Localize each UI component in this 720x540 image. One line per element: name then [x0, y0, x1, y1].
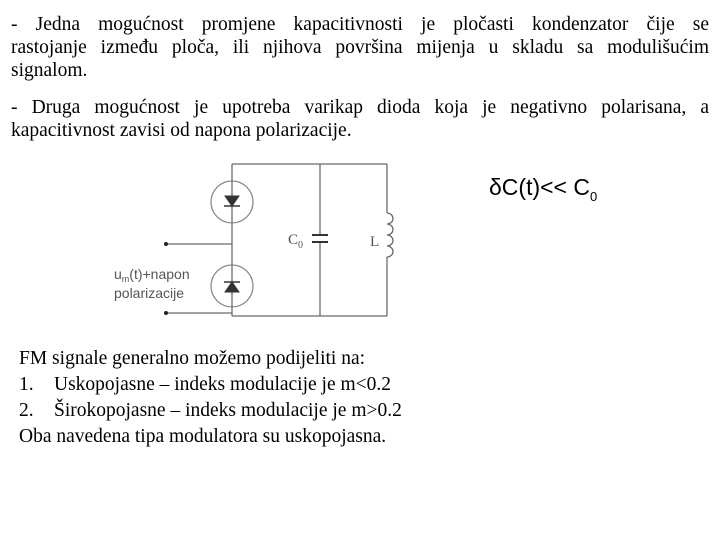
- source-label-line2: polarizacije: [114, 285, 185, 301]
- paragraph-line: kapacitivnost zavisi od napona polarizacije.: [11, 120, 352, 141]
- list-item-number: 1.: [19, 374, 34, 395]
- circuit-wires: [166, 164, 387, 316]
- formula-subscript: 0: [589, 189, 598, 204]
- paragraph-line: rastojanje između ploča, ili njihova površina mijenja u skladu sa modulišućim: [11, 37, 709, 58]
- formula-main: δC(t)<< C: [489, 174, 590, 200]
- inductor-l: [387, 213, 393, 257]
- paragraph-line: - Jedna mogućnost promjene kapacitivnosti je pločasti kondenzator čije se: [11, 14, 709, 35]
- list-item: [19, 398, 402, 424]
- source-label: $u_m(t)+napon$: [114, 266, 190, 284]
- fm-intro: FM signale generalno možemo podijeliti na:: [19, 348, 366, 369]
- paragraph-capacitor: [11, 13, 709, 82]
- terminal-lower: [164, 311, 168, 315]
- list-item-text: Uskopojasne – indeks modulacije je m<0.2: [54, 374, 392, 395]
- list-item-text: Širokopojasne – indeks modulacije je m>0.2: [54, 400, 402, 421]
- paragraph-line: - Druga mogućnost je upotreba varikap dioda koja je negativno polarisana, a: [11, 97, 709, 118]
- paragraph-varicap: [11, 96, 709, 142]
- capacitor-label: $C_0$: [288, 232, 304, 251]
- capacitor-c0: [312, 235, 328, 242]
- varicap-circuit-diagram: [100, 158, 410, 328]
- list-item-number: 2.: [19, 400, 34, 421]
- paragraph-line: signalom.: [11, 60, 88, 81]
- varicap-diode-lower: [211, 265, 253, 307]
- formula-delta-c: [489, 174, 598, 204]
- list-item: [19, 372, 402, 398]
- fm-section: [19, 346, 402, 450]
- inductor-label: L: [370, 234, 380, 250]
- terminal-upper: [164, 242, 168, 246]
- fm-conclusion: Oba navedena tipa modulatora su uskopojasna.: [19, 426, 387, 447]
- varicap-diode-upper: [211, 181, 253, 223]
